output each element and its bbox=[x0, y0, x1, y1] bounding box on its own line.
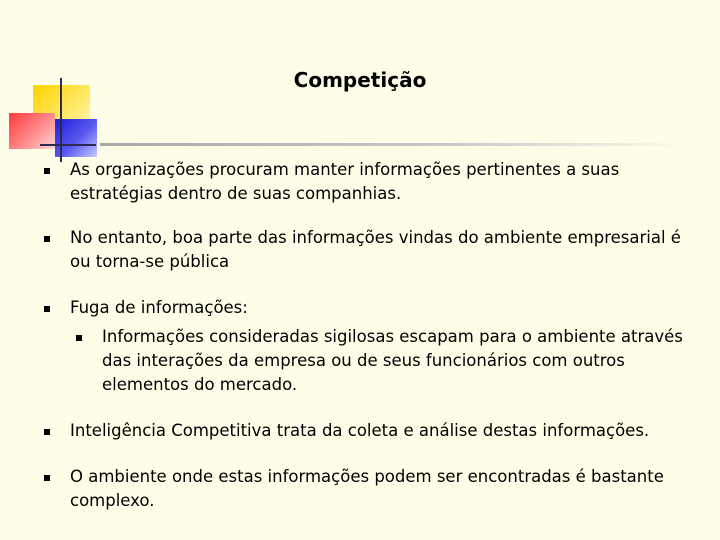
square-bullet-icon bbox=[44, 168, 50, 174]
bullet-item bbox=[70, 226, 700, 274]
slide-title: Competição bbox=[293, 68, 427, 92]
bullet-item bbox=[70, 465, 700, 513]
bullet-text: No entanto, boa parte das informações vindas do ambiente empresarial é ou torna-se pública bbox=[70, 228, 681, 271]
bullet-text: O ambiente onde estas informações podem ser encontradas é bastante complexo. bbox=[70, 467, 664, 510]
square-bullet-icon bbox=[44, 429, 50, 435]
logo-horizontal-line bbox=[40, 144, 96, 146]
square-bullet-icon bbox=[44, 306, 50, 312]
bullet-item bbox=[70, 419, 700, 443]
bullet-item bbox=[70, 296, 700, 320]
square-bullet-icon bbox=[44, 236, 50, 242]
bullet-text: Inteligência Competitiva trata da coleta e análise destas informações. bbox=[70, 421, 650, 440]
sub-bullet-text: Informações consideradas sigilosas escapam para o ambiente através das interações da empresa ou de seus funcionários com outros elementos do mercado. bbox=[102, 327, 683, 394]
sub-bullet-item bbox=[102, 325, 698, 397]
bullet-text: Fuga de informações: bbox=[70, 298, 248, 317]
bullet-text: As organizações procuram manter informações pertinentes a suas estratégias dentro de suas companhias. bbox=[70, 160, 620, 203]
square-bullet-icon bbox=[76, 335, 82, 341]
bullet-item bbox=[70, 158, 700, 206]
title-divider bbox=[100, 143, 685, 146]
logo-vertical-line bbox=[60, 78, 62, 162]
square-bullet-icon bbox=[44, 475, 50, 481]
